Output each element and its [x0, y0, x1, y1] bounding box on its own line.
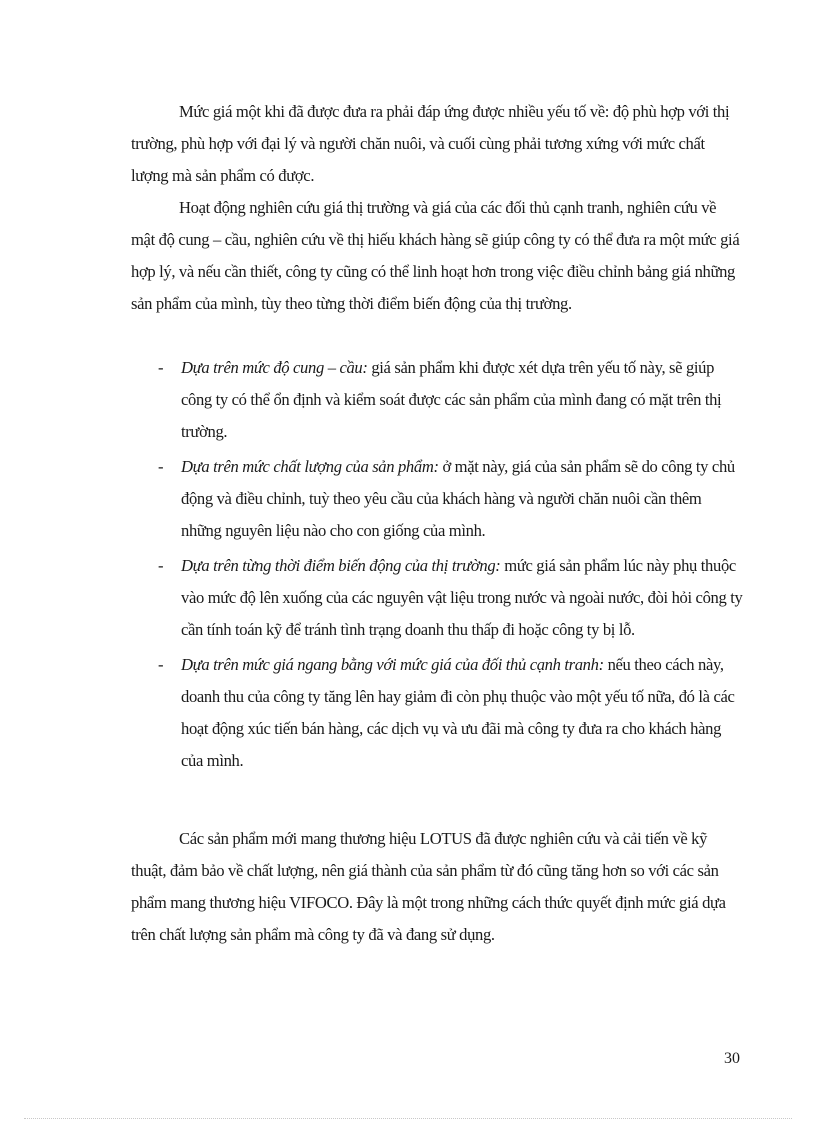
bullet-dash: - [158, 358, 164, 377]
paragraph-price-requirements [131, 96, 743, 192]
page-bottom-divider [24, 1118, 792, 1119]
bullet-lead: Dựa trên từng thời điểm biến động của thị trường: [181, 556, 501, 575]
list-item [131, 451, 743, 547]
bullet-text: mức giá sản phẩm lúc này phụ thuộc vào mức độ lên xuống của các nguyên vật liệu trong nước và ngoài nước, đòi hỏi công ty cần tính toán kỹ để tránh tình trạng doanh thu thấp đi hoặc công ty bị lỗ. [181, 556, 743, 639]
pricing-methods-list [131, 352, 743, 780]
paragraph-market-research [131, 192, 743, 320]
bullet-dash: - [158, 457, 164, 476]
list-item [131, 649, 743, 777]
list-item [131, 352, 743, 448]
bullet-lead: Dựa trên mức giá ngang bằng với mức giá của đối thủ cạnh tranh: [181, 655, 604, 674]
bullet-text: ở mặt này, giá của sản phẩm sẽ do công ty chủ động và điều chỉnh, tuỳ theo yêu cầu của khách hàng và người chăn nuôi cần thêm những nguyên liệu nào cho con giống của mình. [181, 457, 735, 540]
paragraph-text: Hoạt động nghiên cứu giá thị trường và giá của các đối thủ cạnh tranh, nghiên cứu về mật độ cung – cầu, nghiên cứu về thị hiếu khách hàng sẽ giúp công ty có thể đưa ra một mức giá hợp lý, và nếu cần thiết, công ty cũng có thể linh hoạt hơn trong việc điều chỉnh bảng giá những sản phẩm của mình, tùy theo từng thời điểm biến động của thị trường. [131, 198, 740, 313]
paragraph-text: Các sản phẩm mới mang thương hiệu LOTUS đã được nghiên cứu và cải tiến về kỹ thuật, đảm bảo về chất lượng, nên giá thành của sản phẩm từ đó cũng tăng hơn so với các sản phẩm mang thương hiệu VIFOCO. Đây là một trong những cách thức quyết định mức giá dựa trên chất lượng sản phẩm mà công ty đã và đang sử dụng. [131, 829, 726, 944]
paragraph-text: Mức giá một khi đã được đưa ra phải đáp ứng được nhiều yếu tố về: độ phù hợp với thị trường, phù hợp với đại lý và người chăn nuôi, và cuối cùng phải tương xứng với mức chất lượng mà sản phẩm có được. [131, 102, 730, 185]
bullet-lead: Dựa trên mức chất lượng của sản phẩm: [181, 457, 439, 476]
bullet-dash: - [158, 556, 164, 575]
bullet-text: giá sản phẩm khi được xét dựa trên yếu tố này, sẽ giúp công ty có thể ổn định và kiểm soát được các sản phẩm của mình đang có mặt trên thị trường. [181, 358, 722, 441]
paragraph-lotus-products [131, 823, 743, 951]
bullet-lead: Dựa trên mức độ cung – cầu: [181, 358, 368, 377]
page-number: 30 [724, 1050, 740, 1067]
bullet-text: nếu theo cách này, doanh thu của công ty tăng lên hay giảm đi còn phụ thuộc vào một yếu tố nữa, đó là các hoạt động xúc tiến bán hàng, các dịch vụ và ưu đãi mà công ty đưa ra cho khách hàng của mình. [181, 655, 735, 770]
bullet-dash: - [158, 655, 164, 674]
list-item [131, 550, 743, 646]
